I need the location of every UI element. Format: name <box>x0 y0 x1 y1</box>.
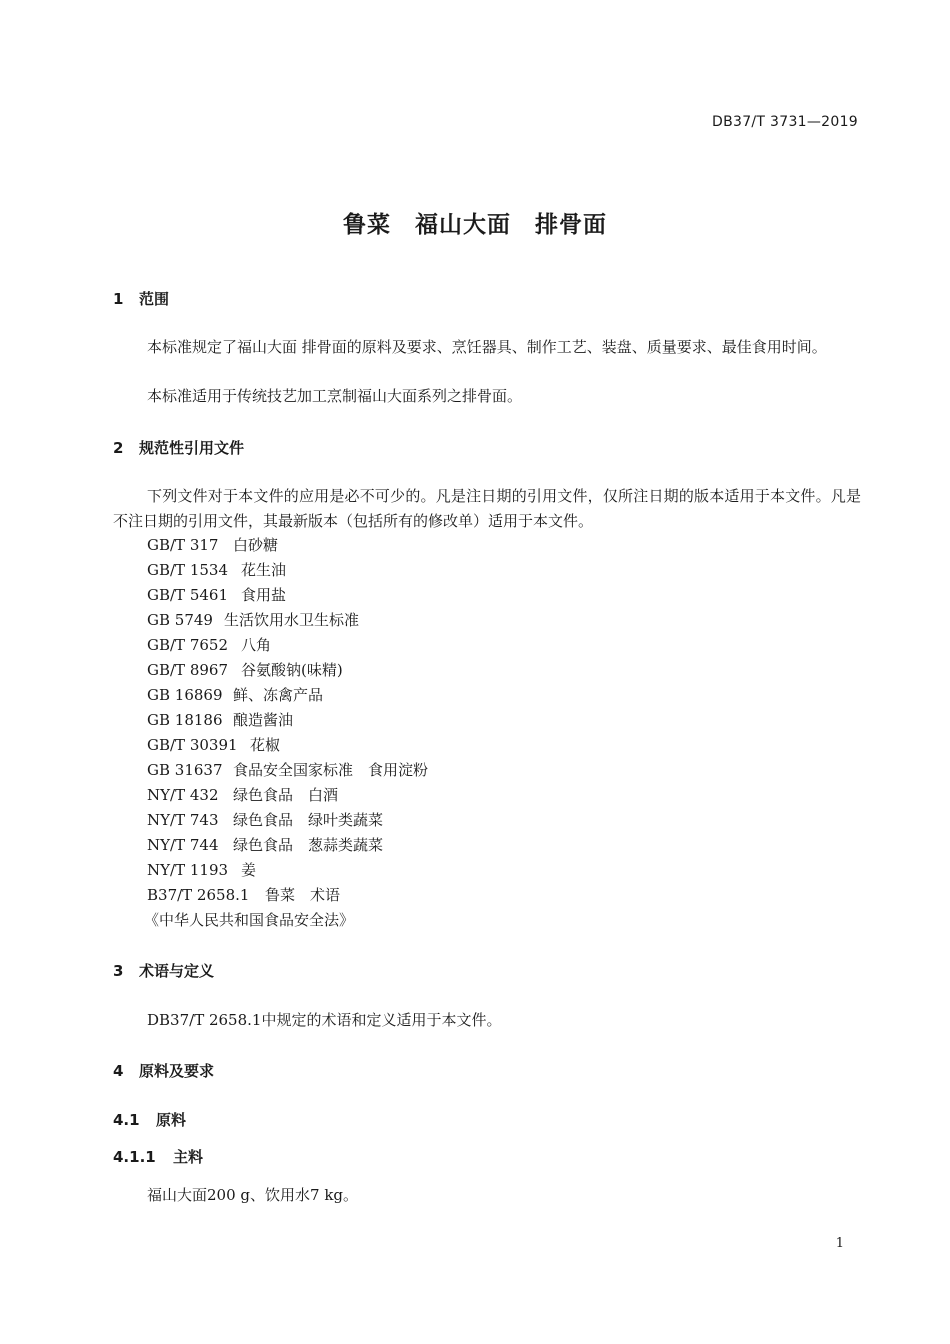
document-title: 鲁菜 福山大面 排骨面 <box>343 212 607 238</box>
reference-code: NY/T 744 <box>147 836 219 854</box>
reference-code: GB 31637 <box>147 761 223 779</box>
reference-item <box>147 809 383 830</box>
section-4-1-heading <box>113 1109 186 1130</box>
section-title: 规范性引用文件 <box>139 439 245 457</box>
reference-code: GB 5749 <box>147 611 213 629</box>
reference-code: NY/T 1193 <box>147 861 229 879</box>
reference-item <box>147 659 343 680</box>
section-1-paragraph-2: 本标准适用于传统技艺加工烹制福山大面系列之排骨面。 <box>147 387 523 405</box>
reference-name: 八角 <box>241 636 272 654</box>
reference-item <box>147 584 286 605</box>
section-1-paragraph-1: 本标准规定了福山大面 排骨面的原料及要求、烹饪器具、制作工艺、装盘、质量要求、最佳食用时间。 <box>147 338 827 356</box>
reference-name: 花椒 <box>250 736 281 754</box>
reference-code: GB 16869 <box>147 686 223 704</box>
standard-number: DB37/T 3731—2019 <box>712 114 858 130</box>
section-3-paragraph: DB37/T 2658.1中规定的术语和定义适用于本文件。 <box>147 1011 502 1029</box>
section-number: 1 <box>113 290 124 308</box>
reference-item <box>147 884 340 905</box>
reference-code: NY/T 432 <box>147 786 219 804</box>
reference-code: GB/T 5461 <box>147 586 229 604</box>
section-4-1-1-heading <box>113 1146 203 1167</box>
section-title: 主料 <box>173 1148 204 1166</box>
reference-code: GB/T 8967 <box>147 661 229 679</box>
reference-name: 花生油 <box>241 561 287 579</box>
reference-code: GB/T 1534 <box>147 561 229 579</box>
reference-item <box>147 734 280 755</box>
section-number: 2 <box>113 439 124 457</box>
reference-item <box>147 859 256 880</box>
reference-name: 白砂糖 <box>233 536 279 554</box>
reference-item <box>147 759 428 780</box>
reference-name: 食品安全国家标准 食用淀粉 <box>233 761 429 779</box>
section-title: 范围 <box>139 290 170 308</box>
reference-code: B37/T 2658.1 <box>147 886 250 904</box>
section-title: 术语与定义 <box>139 962 215 980</box>
reference-law: 《中华人民共和国食品安全法》 <box>144 911 355 929</box>
reference-item <box>147 709 293 730</box>
section-number: 4.1.1 <box>113 1148 156 1166</box>
section-4-heading <box>113 1060 214 1081</box>
reference-name: 谷氨酸钠(味精) <box>241 661 343 679</box>
reference-code: GB/T 30391 <box>147 736 238 754</box>
reference-name: 姜 <box>241 861 257 879</box>
section-number: 3 <box>113 962 124 980</box>
reference-item <box>147 534 278 555</box>
reference-item <box>147 834 383 855</box>
reference-name: 酿造酱油 <box>233 711 294 729</box>
reference-item <box>147 609 359 630</box>
reference-item <box>147 634 271 655</box>
reference-name: 绿色食品 葱蒜类蔬菜 <box>233 836 384 854</box>
page-number: 1 <box>835 1236 844 1251</box>
reference-name: 鲜、冻禽产品 <box>233 686 324 704</box>
section-2-intro: 下列文件对于本文件的应用是必不可少的。凡是注日期的引用文件，仅所注日期的版本适用于本文件。凡是不注日期的引用文件，其最新版本（包括所有的修改单）适用于本文件。 <box>113 487 861 530</box>
reference-code: GB 18186 <box>147 711 223 729</box>
reference-name: 绿色食品 白酒 <box>233 786 339 804</box>
section-title: 原料 <box>156 1111 187 1129</box>
section-number: 4 <box>113 1062 124 1080</box>
reference-code: GB/T 317 <box>147 536 219 554</box>
section-title: 原料及要求 <box>139 1062 215 1080</box>
section-3-heading <box>113 960 214 981</box>
reference-item <box>147 784 338 805</box>
reference-code: NY/T 743 <box>147 811 219 829</box>
section-1-heading <box>113 288 169 309</box>
reference-name: 食用盐 <box>241 586 287 604</box>
reference-name: 鲁菜 术语 <box>265 886 341 904</box>
section-number: 4.1 <box>113 1111 140 1129</box>
reference-item <box>147 684 323 705</box>
section-4-1-1-paragraph: 福山大面200 g、饮用水7 kg。 <box>147 1186 359 1204</box>
reference-code: GB/T 7652 <box>147 636 229 654</box>
reference-item <box>147 559 286 580</box>
reference-name: 生活饮用水卫生标准 <box>224 611 360 629</box>
reference-name: 绿色食品 绿叶类蔬菜 <box>233 811 384 829</box>
section-2-heading <box>113 437 244 458</box>
